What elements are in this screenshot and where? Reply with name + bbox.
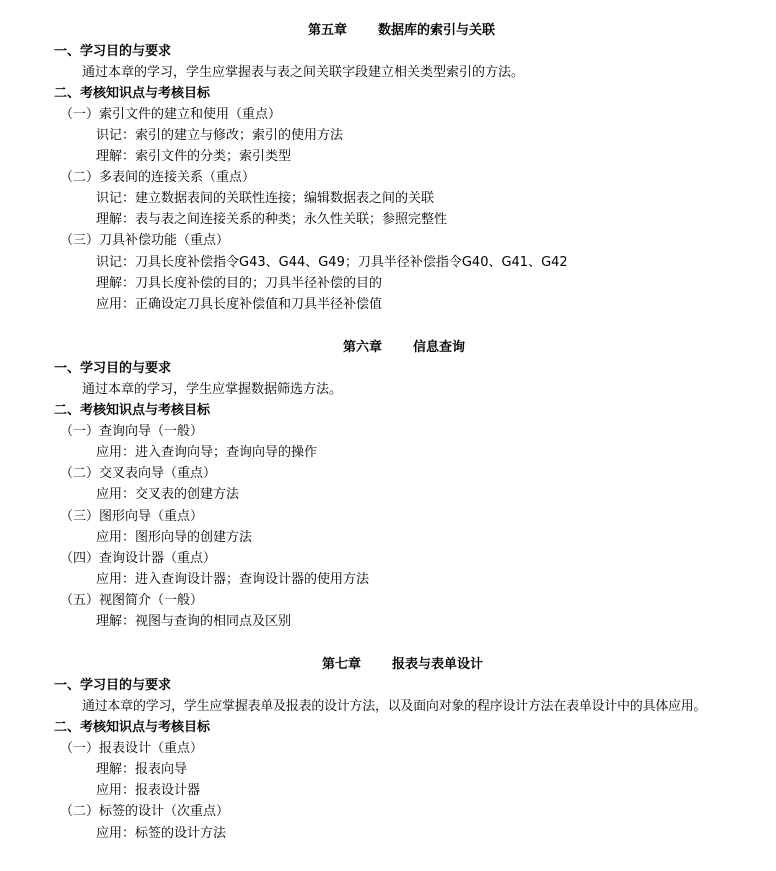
section-item: 识记：索引的建立与修改；索引的使用方法 — [96, 128, 344, 143]
section-heading: （一）报表设计（重点） — [60, 741, 204, 756]
chapter-6-knowledge-heading: 二、考核知识点与考核目标 — [54, 403, 211, 418]
section-heading: （二）标签的设计（次重点） — [60, 804, 230, 819]
section-item: 理解：刀具长度补偿的目的；刀具半径补偿的目的 — [96, 276, 383, 291]
section-item: 应用：报表设计器 — [96, 783, 201, 798]
section-heading: （二）多表间的连接关系（重点） — [60, 170, 256, 185]
chapter-6-objectives-text: 通过本章的学习，学生应掌握数据筛选方法。 — [82, 382, 343, 397]
section-item: 应用：标签的设计方法 — [96, 826, 227, 841]
section-heading: （一）查询向导（一般） — [60, 424, 204, 439]
chapter-6-number: 第六章 — [343, 340, 383, 355]
chapter-7-objectives-heading: 一、学习目的与要求 — [54, 678, 172, 693]
section-item: 理解：索引文件的分类；索引类型 — [96, 149, 292, 164]
chapter-7-number: 第七章 — [322, 657, 362, 672]
chapter-5-name: 数据库的索引与关联 — [378, 23, 496, 38]
section-heading: （四）查询设计器（重点） — [60, 551, 217, 566]
chapter-6-name: 信息查询 — [413, 340, 466, 355]
section-item: 应用：交叉表的创建方法 — [96, 487, 240, 502]
chapter-6-title — [0, 337, 776, 358]
chapter-7-objectives-text: 通过本章的学习，学生应掌握表单及报表的设计方法，以及面向对象的程序设计方法在表单设计中的具体应用。 — [82, 699, 707, 714]
chapter-5-title — [0, 20, 776, 41]
chapter-6-objectives-heading: 一、学习目的与要求 — [54, 361, 172, 376]
section-item: 应用：进入查询设计器；查询设计器的使用方法 — [96, 572, 370, 587]
chapter-5-number: 第五章 — [308, 23, 348, 38]
section-heading: （一）索引文件的建立和使用（重点） — [60, 107, 282, 122]
section-item: 理解：报表向导 — [96, 762, 188, 777]
section-heading: （二）交叉表向导（重点） — [60, 466, 217, 481]
section-heading: （三）刀具补偿功能（重点） — [60, 233, 230, 248]
section-item: 识记：刀具长度补偿指令G43、G44、G49；刀具半径补偿指令G40、G41、G42 — [96, 255, 568, 270]
section-item: 理解：视图与查询的相同点及区别 — [96, 614, 292, 629]
section-item: 识记：建立数据表间的关联性连接；编辑数据表之间的关联 — [96, 191, 435, 206]
chapter-5-objectives-heading: 一、学习目的与要求 — [54, 44, 172, 59]
section-item: 应用：正确设定刀具长度补偿值和刀具半径补偿值 — [96, 297, 383, 312]
section-heading: （三）图形向导（重点） — [60, 509, 204, 524]
section-item: 应用：进入查询向导；查询向导的操作 — [96, 445, 318, 460]
chapter-7-title — [0, 654, 776, 675]
chapter-7-knowledge-heading: 二、考核知识点与考核目标 — [54, 720, 211, 735]
section-item: 应用：图形向导的创建方法 — [96, 530, 253, 545]
chapter-7-name: 报表与表单设计 — [392, 657, 484, 672]
section-heading: （五）视图简介（一般） — [60, 593, 204, 608]
chapter-5-objectives-text: 通过本章的学习，学生应掌握表与表之间关联字段建立相关类型索引的方法。 — [82, 65, 525, 80]
chapter-5-knowledge-heading: 二、考核知识点与考核目标 — [54, 86, 211, 101]
section-item: 理解：表与表之间连接关系的种类；永久性关联；参照完整性 — [96, 212, 448, 227]
